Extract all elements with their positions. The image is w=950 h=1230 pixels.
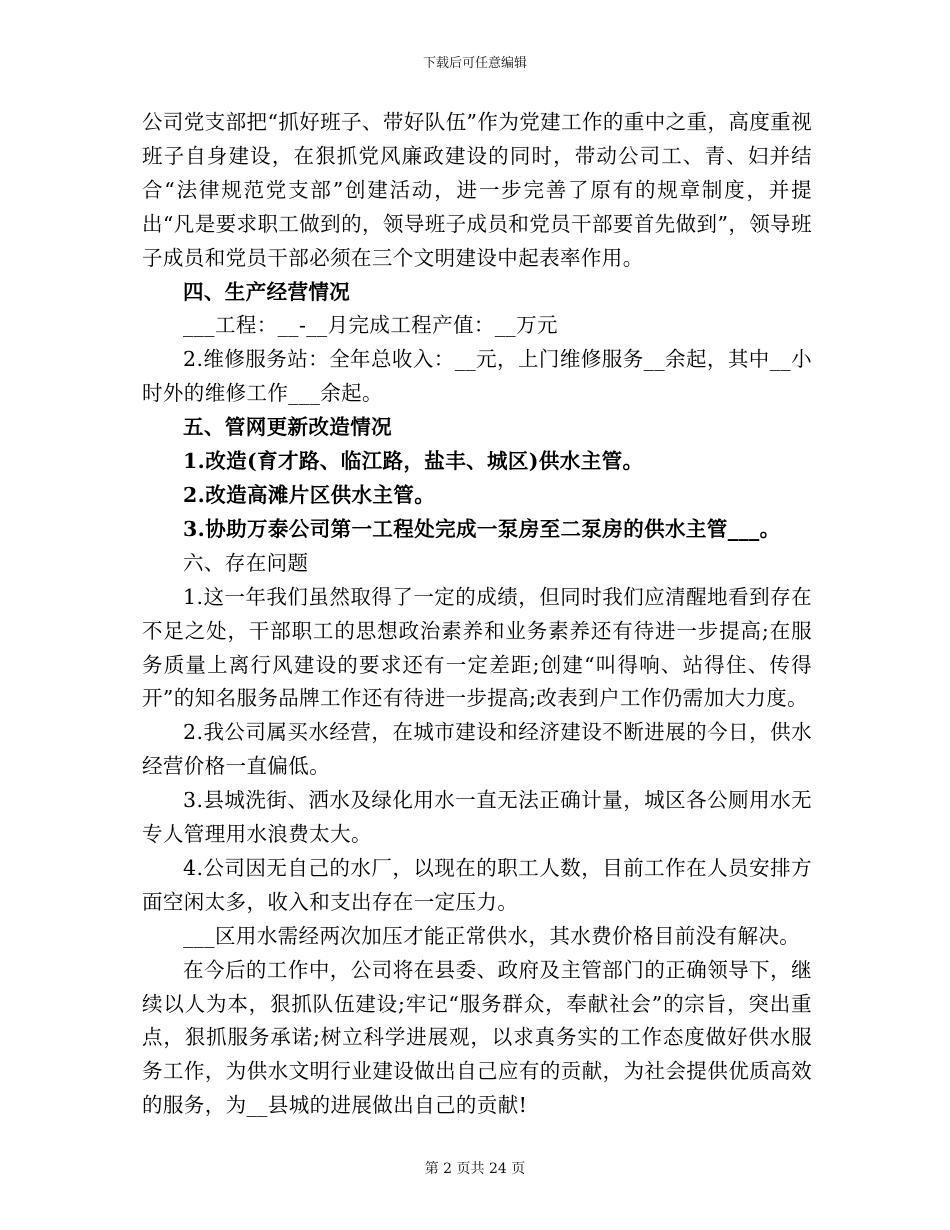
paragraph-engineering: ___工程：__-__月完成工程产值：__万元 bbox=[183, 313, 558, 338]
list-item-pipeline-3: 3.协助万泰公司第一工程处完成一泵房至二泵房的供水主管___。 bbox=[183, 516, 781, 541]
list-item-pipeline-2: 2.改造高滩片区供水主管。 bbox=[183, 482, 436, 507]
document-body bbox=[142, 106, 812, 1123]
paragraph-party-branch: 公司党支部把“抓好班子、带好队伍”作为党建工作的重中之重，高度重视班子自身建设，在狠抓党风廉政建设的同时，带动公司工、青、妇并结合“法律规范党支部”创建活动，进一步完善了原有的规章制度，并提出“凡是要求职工做到的，领导班子成员和党员干部要首先做到”，领导班子成员和党员干部必须在三个文明建设中起表率作用。 bbox=[142, 110, 812, 270]
list-item-pipeline-1: 1.改造(育才路、临江路，盐丰、城区)供水主管。 bbox=[183, 449, 644, 474]
section-heading-pipeline: 五、管网更新改造情况 bbox=[183, 415, 392, 440]
list-item-problem-4: 4.公司因无自己的水厂，以现在的职工人数，目前工作在人员安排方面空闲太多，收入和支出存在一定压力。 bbox=[142, 855, 812, 914]
paragraph-conclusion: 在今后的工作中，公司将在县委、政府及主管部门的正确领导下，继续以人为本，狠抓队伍建设;牢记“服务群众，奉献社会”的宗旨，突出重点，狠抓服务承诺;树立科学进展观，以求真务实的工作态度做好供水服务工作，为供水文明行业建设做出自己应有的贡献，为社会提供优质高效的服务，为__县城的进展做出自己的贡献! bbox=[142, 957, 812, 1118]
page-header: 下载后可任意编辑 bbox=[422, 56, 527, 71]
paragraph-repair-station: 2.维修服务站：全年总收入：__元，上门维修服务__余起，其中__小时外的维修工作___余起。 bbox=[142, 347, 812, 406]
page-footer: 第 2 页共 24 页 bbox=[424, 1161, 526, 1177]
section-heading-production: 四、生产经营情况 bbox=[183, 279, 351, 304]
list-item-problem-3: 3.县城洗街、洒水及绿化用水一直无法正确计量，城区各公厕用水无专人管理用水浪费太大。 bbox=[142, 788, 812, 847]
list-item-problem-5: ___区用水需经两次加压才能正常供水，其水费价格目前没有解决。 bbox=[183, 923, 801, 948]
section-heading-problems: 六、存在问题 bbox=[183, 550, 309, 575]
list-item-problem-1: 1.这一年我们虽然取得了一定的成绩，但同时我们应清醒地看到存在不足之处，干部职工的思想政治素养和业务素养还有待进一步提高;在服务质量上离行风建设的要求还有一定差距;创建“叫得响、站得住、传得开”的知名服务品牌工作还有待进一步提高;改表到户工作仍需加大力度。 bbox=[142, 584, 812, 711]
list-item-problem-2: 2.我公司属买水经营，在城市建设和经济建设不断进展的今日，供水经营价格一直偏低。 bbox=[142, 720, 812, 779]
